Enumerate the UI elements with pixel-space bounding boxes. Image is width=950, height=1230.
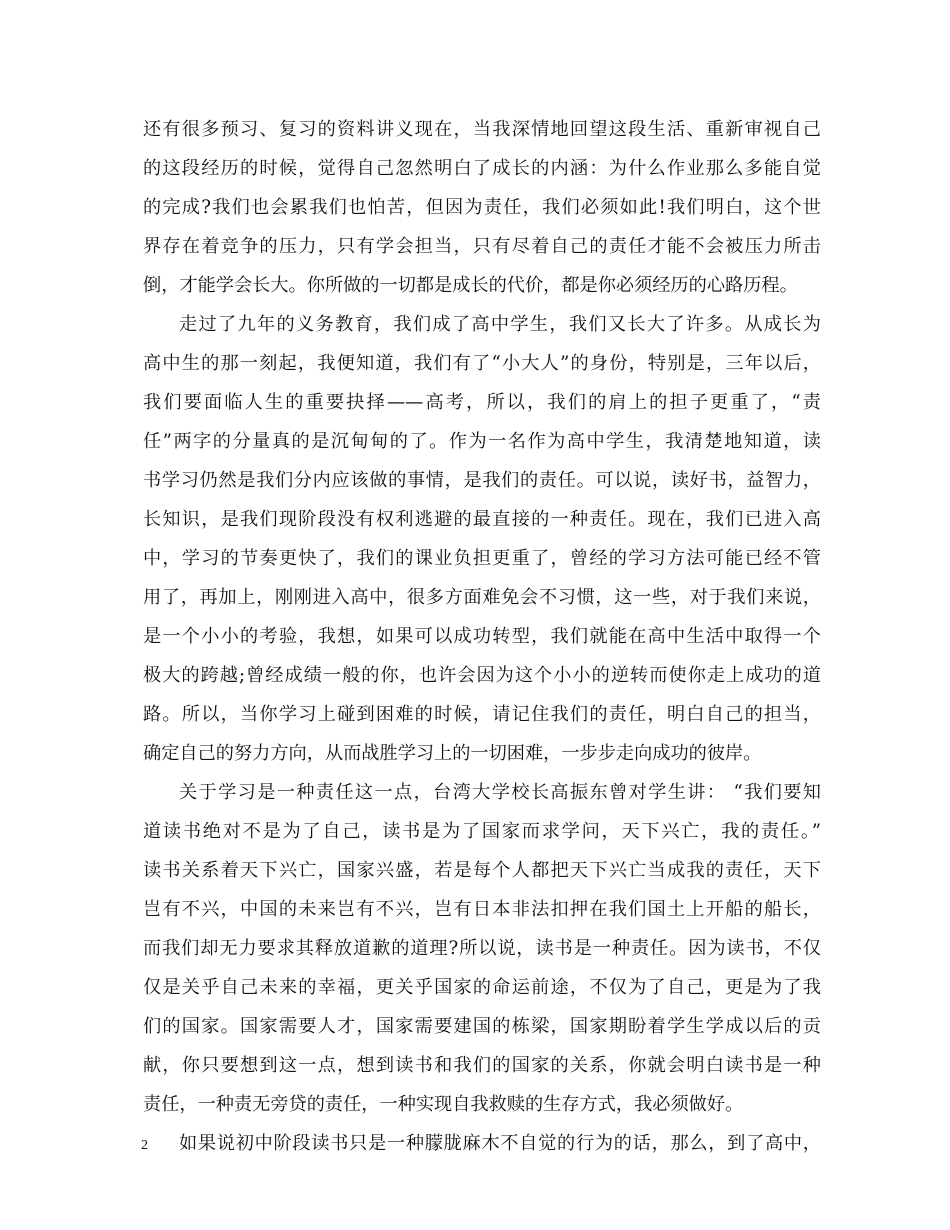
text-line: 读书关系着天下兴亡，国家兴盛，若是每个人都把天下兴亡当成我的责任，天下 — [143, 860, 821, 881]
text-line: 献，你只要想到这一点，想到读书和我们的国家的关系，你就会明白读书是一种 — [143, 1055, 821, 1076]
text-line: 极大的跨越;曾经成绩一般的你，也许会因为这个小小的逆转而使你走上成功的道 — [143, 665, 821, 686]
text-line: 还有很多预习、复习的资料讲义现在，当我深情地回望这段生活、重新审视自己 — [143, 119, 821, 140]
text-line: 中，学习的节奏更快了，我们的课业负担更重了，曾经的学习方法可能已经不管 — [143, 548, 821, 569]
text-line: 是一个小小的考验，我想，如果可以成功转型，我们就能在高中生活中取得一个 — [143, 626, 821, 647]
text-line: 界存在着竞争的压力，只有学会担当，只有尽着自己的责任才能不会被压力所击 — [143, 236, 821, 257]
text-line: 道读书绝对不是为了自己，读书是为了国家而求学问，天下兴亡，我的责任。” — [143, 821, 821, 842]
text-line: 关于学习是一种责任这一点，台湾大学校长高振东曾对学生讲： “我们要知 — [179, 782, 821, 803]
page-number: 2 — [141, 1138, 148, 1153]
text-line: 责任，一种责无旁贷的责任，一种实现自我救赎的生存方式，我必须做好。 — [143, 1094, 744, 1115]
text-line: 们的国家。国家需要人才，国家需要建国的栋梁，国家期盼着学生学成以后的贡 — [143, 1016, 821, 1037]
paragraph — [143, 110, 821, 305]
text-line: 如果说初中阶段读书只是一种朦胧麻木不自觉的行为的话，那么，到了高中， — [179, 1133, 821, 1154]
paragraph — [143, 1124, 821, 1163]
text-line: 高中生的那一刻起，我便知道，我们有了“小大人”的身份，特别是，三年以后， — [143, 353, 821, 374]
text-line: 的完成?我们也会累我们也怕苦，但因为责任，我们必须如此!我们明白，这个世 — [143, 197, 821, 218]
document-body — [143, 110, 821, 1163]
text-line: 路。所以，当你学习上碰到困难的时候，请记住我们的责任，明白自己的担当， — [143, 704, 821, 725]
text-line: 岂有不兴，中国的未来岂有不兴，岂有日本非法扣押在我们国土上开船的船长， — [143, 899, 821, 920]
text-line: 确定自己的努力方向，从而战胜学习上的一切困难，一步步走向成功的彼岸。 — [143, 743, 762, 764]
text-line: 的这段经历的时候，觉得自己忽然明白了成长的内涵：为什么作业那么多能自觉 — [143, 158, 821, 179]
text-line: 仅是关乎自己未来的幸福，更关乎国家的命运前途，不仅为了自己，更是为了我 — [143, 977, 821, 998]
text-line: 我们要面临人生的重要抉择——高考，所以，我们的肩上的担子更重了，“责 — [143, 392, 821, 413]
paragraph — [143, 305, 821, 773]
text-line: 走过了九年的义务教育，我们成了高中学生，我们又长大了许多。从成长为 — [179, 314, 821, 335]
text-line: 书学习仍然是我们分内应该做的事情，是我们的责任。可以说，读好书，益智力， — [143, 470, 821, 491]
text-line: 用了，再加上，刚刚进入高中，很多方面难免会不习惯，这一些，对于我们来说， — [143, 587, 821, 608]
text-line: 倒，才能学会长大。你所做的一切都是成长的代价，都是你必须经历的心路历程。 — [143, 275, 798, 296]
text-line: 而我们却无力要求其释放道歉的道理?所以说，读书是一种责任。因为读书，不仅 — [143, 938, 821, 959]
paragraph — [143, 773, 821, 1124]
text-line: 长知识，是我们现阶段没有权利逃避的最直接的一种责任。现在，我们已进入高 — [143, 509, 821, 530]
text-line: 任”两字的分量真的是沉甸甸的了。作为一名作为高中学生，我清楚地知道，读 — [143, 431, 821, 452]
